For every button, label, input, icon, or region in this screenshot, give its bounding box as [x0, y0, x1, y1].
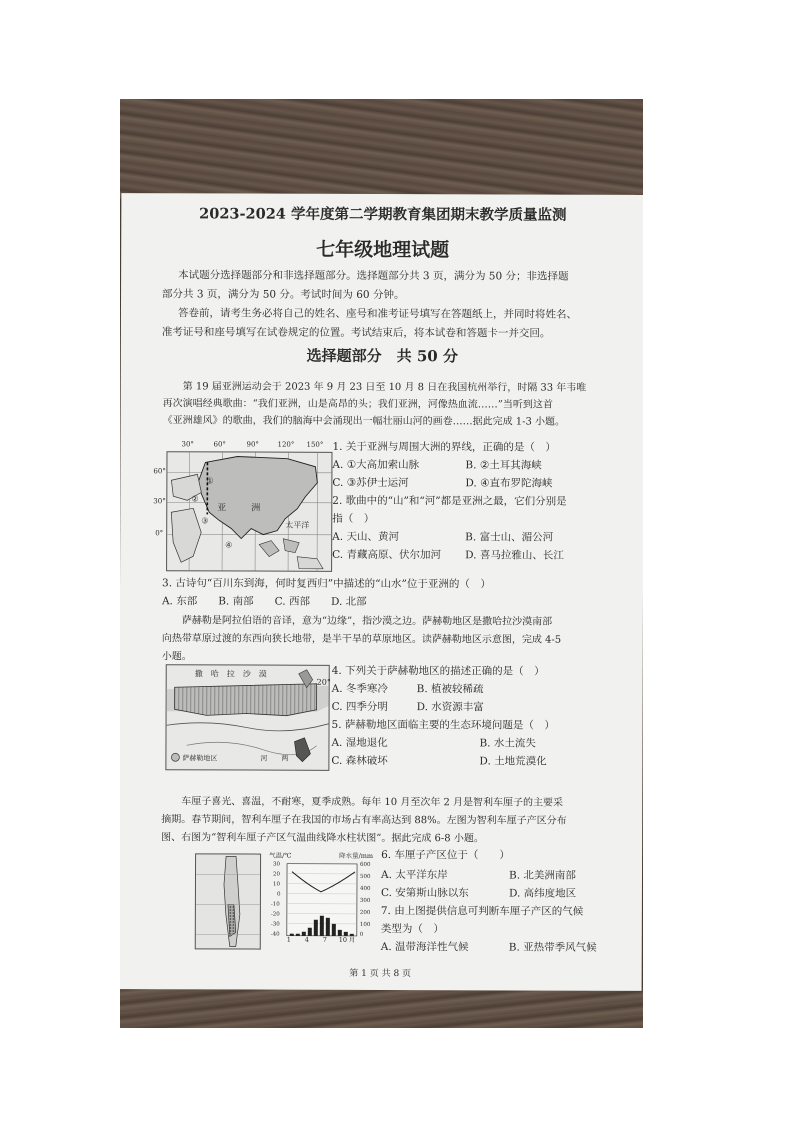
chart-right-tick-3: 400 — [359, 885, 371, 892]
chart-left-tick-7: -30 — [270, 921, 280, 928]
climate-chart — [269, 851, 379, 954]
q5-option-d: D. 土地荒漠化 — [479, 755, 547, 768]
exam-header-title: 2023-2024 学年度第二学期教育集团期末教学质量监测 — [199, 205, 567, 224]
map1-label-1: ① — [206, 476, 214, 486]
q4-option-a: A. 冬季寒冷 — [331, 682, 388, 696]
chile-production-map — [195, 853, 261, 949]
chart-left-tick-6: -20 — [270, 911, 280, 918]
chart-right-tick-5: 200 — [359, 909, 371, 916]
map2-sahara-label: 撒 哈 拉 沙 漠 — [194, 669, 267, 679]
exam-paper — [120, 193, 643, 991]
q2-option-b: B. 富士山、湄公河 — [465, 531, 554, 544]
chile-map-drawing — [196, 854, 260, 948]
q6-stem: 6. 车厘子产区位于（ ） — [381, 849, 510, 862]
asia-map — [153, 440, 332, 572]
q4-option-d: D. 水资源丰富 — [416, 701, 484, 714]
q1-option-c: C. ③苏伊士运河 — [332, 476, 409, 490]
q3-options: A. 东部 B. 南部 C. 西部 D. 北部 — [161, 595, 367, 608]
chart-right-tick-6: 100 — [359, 921, 371, 928]
sahel-map — [165, 664, 329, 771]
map1-left-tick-3: 0° — [155, 529, 164, 538]
passage-3-line-2: 摘期。春节期间，智利车厘子在我国的市场占有率高达到 88%。左图为智利车厘子产区分布 — [161, 814, 567, 827]
q2-stem-line-2: 指（ ） — [332, 512, 375, 525]
q5-option-b: B. 水土流失 — [479, 737, 536, 750]
chart-right-tick-2: 500 — [359, 873, 371, 880]
map2-latitude-label: 20° — [316, 677, 331, 687]
chart-left-tick-8: -40 — [270, 931, 280, 938]
q1-stem: 1. 关于亚洲与周围大洲的界线，正确的是（ ） — [332, 440, 556, 454]
q4-option-c: C. 四季分明 — [331, 700, 388, 714]
passage-2-line-1: 萨赫勒是阿拉伯语的音译，意为“边缘”，指沙漠之边。萨赫勒地区是撒哈拉沙漠南部 — [181, 615, 553, 628]
q3-stem: 3. 古诗句“百川东到海，何时复西归”中描述的“山水”位于亚洲的（ ） — [162, 577, 491, 591]
chart-right-tick-1: 600 — [360, 861, 371, 868]
passage-1-line-3: 《亚洲雄风》的歌曲，我们的脑海中会涌现出一幅壮丽山河的画卷……据此完成 1-3 小题。 — [162, 415, 566, 428]
q5-stem: 5. 萨赫勒地区面临主要的生态环境问题是（ ） — [331, 718, 555, 732]
q7-option-b: B. 亚热带季风气候 — [508, 941, 597, 954]
wood-background-top — [120, 99, 643, 199]
map1-top-tick-5: 150° — [306, 440, 324, 449]
q6-option-b: B. 北美洲南部 — [508, 869, 576, 882]
passage-3-line-3: 图、右图为“智利车厘子产区气温曲线降水柱状图”。据此完成 6-8 小题。 — [161, 832, 484, 845]
chart-left-tick-4: 0 — [276, 891, 281, 898]
chart-ylabel-right: 降水量/mm — [339, 851, 374, 860]
instruction-line-1: 本试题分选择题部分和非选择题部分。选择题部分共 3 页，满分为 50 分；非选择题 — [178, 269, 569, 283]
instruction-line-4: 准考证号和座号填写在试卷规定的位置。考试结束后，将本试卷和答题卡一并交回。 — [161, 326, 551, 340]
map1-left-tick-1: 60° — [153, 467, 166, 476]
wood-background-bottom — [120, 988, 643, 1028]
q1-option-a: A. ①大高加索山脉 — [332, 458, 420, 472]
instruction-line-3: 答卷前，请考生务必将自己的姓名、座号和准考证号填写在答题纸上，并同时将姓名、 — [177, 307, 577, 321]
chart-xtick-1: 1 — [286, 935, 291, 944]
chart-left-tick-2: 20 — [273, 871, 281, 878]
q4-option-b: B. 植被较稀疏 — [416, 683, 484, 696]
map1-top-tick-3: 90° — [246, 440, 259, 449]
q2-option-c: C. 青藏高原、伏尔加河 — [332, 548, 441, 562]
q7-option-a: A. 温带海洋性气候 — [380, 940, 469, 954]
q6-option-c: C. 安第斯山脉以东 — [380, 886, 469, 900]
q2-stem-line-1: 2. 歌曲中的“山”和“河”都是亚洲之最，它们分别是 — [332, 494, 567, 508]
chart-xtick-10: 10 — [338, 935, 348, 944]
passage-1-line-2: 再次演唱经典歌曲：“我们亚洲，山是高昂的头；我们亚洲，河像热血流……”当听到这首 — [162, 398, 553, 411]
q1-option-b: B. ②土耳其海峡 — [465, 459, 542, 472]
map1-top-tick-1: 30° — [181, 440, 194, 449]
q6-option-a: A. 太平洋东岸 — [380, 869, 448, 882]
map1-top-tick-2: 60° — [213, 440, 226, 449]
chart-right-tick-7: 0 — [359, 931, 364, 938]
chart-xtick-4: 4 — [304, 935, 309, 944]
map2-river-label: 河 两 — [260, 754, 289, 763]
q4-stem: 4. 下列关于萨赫勒地区的描述正确的是（ ） — [331, 664, 545, 678]
photo-frame — [120, 99, 643, 1028]
q5-option-a: A. 湿地退化 — [331, 736, 388, 750]
map1-label-asia-2: 洲 — [251, 503, 261, 514]
map1-top-tick-4: 120° — [277, 440, 295, 449]
instruction-line-2: 部分共 3 页，满分为 50 分。考试时间为 60 分钟。 — [162, 288, 405, 302]
chart-xtick-7: 7 — [322, 935, 327, 944]
passage-2-line-2: 向热带草原过渡的东西向狭长地带，是半干旱的草原地区。读萨赫勒地区示意图，完成 4-5 — [161, 633, 562, 646]
chart-left-tick-1: 30 — [273, 861, 281, 868]
q1-option-d: D. ④直布罗陀海峡 — [465, 477, 553, 490]
map1-label-asia-1: 亚 — [217, 503, 227, 514]
map2-legend-label: 萨赫勒地区 — [182, 754, 218, 763]
q2-option-d: D. 喜马拉雅山、长江 — [465, 549, 564, 562]
asia-map-drawing — [167, 452, 331, 571]
q7-stem-line-1: 7. 由上图提供信息可判断车厘子产区的气候 — [380, 904, 584, 918]
q2-option-a: A. 天山、黄河 — [332, 530, 399, 544]
map1-label-4: ④ — [225, 540, 233, 550]
map1-label-3: ③ — [201, 516, 209, 526]
passage-2-line-3: 小题。 — [161, 651, 192, 663]
section-title: 选择题部分 共 50 分 — [306, 346, 459, 366]
map1-label-2: ② — [191, 494, 199, 504]
passage-3-line-1: 车厘子喜光、喜温，不耐寒，夏季成熟。每年 10 月至次年 2 月是智利车厘子的主要采 — [181, 796, 564, 809]
map1-label-pacific: 太平洋 — [285, 520, 310, 530]
map1-left-tick-2: 30° — [153, 497, 166, 506]
q6-option-d: D. 高纬度地区 — [508, 887, 577, 900]
chart-xtick-month: 月 — [348, 935, 356, 944]
q5-option-c: C. 森林破坏 — [331, 754, 388, 768]
exam-subject-title: 七年级地理试题 — [316, 238, 450, 262]
page-number: 第 1 页 共 8 页 — [349, 968, 412, 980]
chart-left-tick-3: 10 — [272, 881, 280, 888]
chart-left-tick-5: -10 — [270, 901, 280, 908]
chart-ylabel-left: 气温/℃ — [269, 851, 292, 860]
passage-1-line-1: 第 19 届亚洲运动会于 2023 年 9 月 23 日至 10 月 8 日在我国杭州举行，时隔 33 年韦唯 — [182, 381, 587, 394]
q7-stem-line-2: 类型为（ ） — [380, 922, 444, 936]
chart-right-tick-4: 300 — [359, 897, 371, 904]
